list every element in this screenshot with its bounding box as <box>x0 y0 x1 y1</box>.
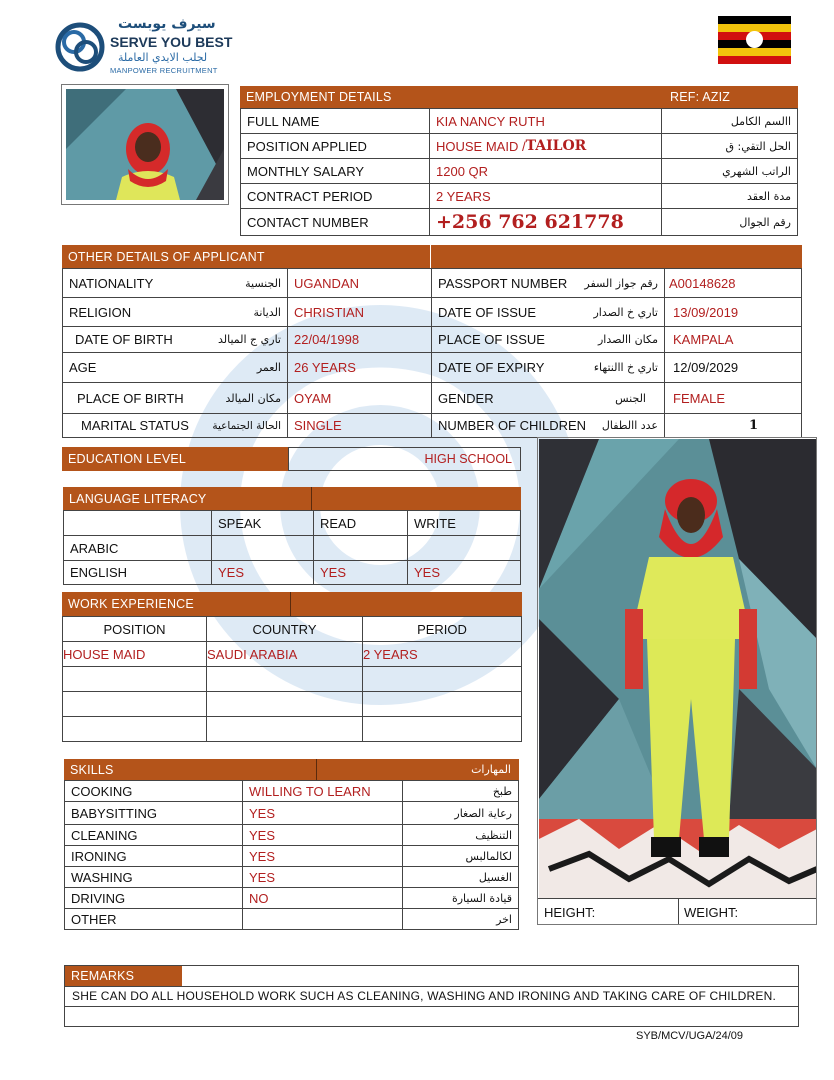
skill-other-arabic: اخر <box>402 908 519 930</box>
age-label <box>62 352 288 383</box>
nationality-label-text: NATIONALITY <box>69 275 154 291</box>
work-header-country: COUNTRY <box>206 616 363 642</box>
skill-cooking-label: COOKING <box>64 780 243 802</box>
number-of-children-label-text: NUMBER OF CHILDREN <box>438 418 587 433</box>
work-row-2-period <box>362 666 522 692</box>
date-of-issue-label <box>431 297 665 327</box>
skill-washing-value: YES <box>242 866 403 888</box>
date-of-birth-label-text: DATE OF BIRTH <box>75 332 173 347</box>
language-header-read: READ <box>313 510 408 536</box>
position-applied-main: HOUSE MAID / <box>436 138 526 154</box>
skill-babysitting-value: YES <box>242 801 403 825</box>
skill-cooking-arabic: طبخ <box>402 780 519 802</box>
date-of-issue-label-text: DATE OF ISSUE <box>438 304 536 320</box>
language-arabic-speak <box>211 535 314 561</box>
work-row-1-period: 2 YEARS <box>362 641 522 667</box>
place-of-birth-label-arabic: مكان الميالد <box>225 391 281 405</box>
work-row-3-period <box>362 691 522 717</box>
height-field: HEIGHT: <box>538 898 679 925</box>
date-of-issue-label-arabic: تاري خ الصدار <box>593 305 658 319</box>
position-applied-extra: TAILOR <box>525 138 587 154</box>
gender-value: FEMALE <box>664 382 802 414</box>
skill-cooking-value: WILLING TO LEARN <box>242 780 403 802</box>
date-of-issue-value: 13/09/2019 <box>664 297 802 327</box>
work-row-3-position <box>62 691 207 717</box>
skills-header <box>64 759 519 780</box>
skill-driving-value: NO <box>242 887 403 909</box>
language-arabic-write <box>407 535 521 561</box>
skill-cleaning-label: CLEANING <box>64 824 243 846</box>
full-name-arabic: االسم الكامل <box>661 108 798 134</box>
uganda-flag-icon <box>718 16 791 64</box>
skill-washing-arabic: الغسيل <box>402 866 519 888</box>
company-logo <box>54 18 234 80</box>
language-header-speak: SPEAK <box>211 510 314 536</box>
religion-label-text: RELIGION <box>69 304 132 320</box>
contact-number-value: +256 762 621778 <box>429 208 662 236</box>
contract-period-label: CONTRACT PERIOD <box>240 183 430 209</box>
date-of-birth-label-arabic: تاري ج الميالد <box>218 333 281 346</box>
marital-status-label-text: MARITAL STATUS <box>81 418 189 433</box>
monthly-salary-arabic: الراتب الشهري <box>661 158 798 184</box>
number-of-children-value: 1 <box>664 413 802 438</box>
skills-title: SKILLS <box>70 762 114 777</box>
age-label-text: AGE <box>69 360 97 375</box>
language-header-write: WRITE <box>407 510 521 536</box>
date-of-expiry-label <box>431 352 665 383</box>
applicant-details-table <box>62 268 802 438</box>
education-level-value: HIGH SCHOOL <box>288 447 521 471</box>
remarks-text: SHE CAN DO ALL HOUSEHOLD WORK SUCH AS CLEANING, WASHING AND IRONING AND TAKING CARE OF CHILDREN. <box>72 989 776 1003</box>
language-english-speak: YES <box>211 560 314 585</box>
ref-label: REF: AZIZ <box>670 90 731 104</box>
employment-details-table <box>240 108 798 236</box>
work-row-4-period <box>362 716 522 742</box>
position-applied-value <box>429 133 662 159</box>
place-of-issue-label <box>431 326 665 353</box>
contact-number-arabic: رقم الجوال <box>661 208 798 236</box>
language-english-write: YES <box>407 560 521 585</box>
date-of-birth-label <box>62 326 288 353</box>
employment-details-header <box>240 86 798 108</box>
brand-arabic-sub: لجلب الايدي العاملة <box>118 51 208 64</box>
applicant-photo-small <box>61 84 229 205</box>
place-of-birth-label-text: PLACE OF BIRTH <box>77 390 184 406</box>
work-header-position: POSITION <box>62 616 207 642</box>
skill-driving-label: DRIVING <box>64 887 243 909</box>
contract-period-arabic: مدة العقد <box>661 183 798 209</box>
skill-cleaning-arabic: التنظيف <box>402 824 519 846</box>
monthly-salary-label: MONTHLY SALARY <box>240 158 430 184</box>
skill-babysitting-arabic: رعاية الصغار <box>402 801 519 825</box>
employment-details-title: EMPLOYMENT DETAILS <box>246 90 392 104</box>
gender-label-arabic: الجنس <box>615 391 646 405</box>
religion-value: CHRISTIAN <box>287 297 432 327</box>
marital-status-label-arabic: الحالة الجتماعية <box>212 419 281 432</box>
work-row-1-country: SAUDI ARABIA <box>206 641 363 667</box>
date-of-birth-value: 22/04/1998 <box>287 326 432 353</box>
logo-emblem-icon <box>54 18 106 76</box>
skills-table <box>64 780 519 930</box>
language-literacy-title: LANGUAGE LITERACY <box>69 491 207 506</box>
language-header-blank <box>63 510 212 536</box>
skill-washing-label: WASHING <box>64 866 243 888</box>
place-of-birth-label <box>62 382 288 414</box>
date-of-expiry-label-arabic: تاري خ االنتهاء <box>593 361 658 374</box>
passport-number-label-text: PASSPORT NUMBER <box>438 275 568 291</box>
work-row-4-position <box>62 716 207 742</box>
work-experience-header <box>62 592 522 616</box>
place-of-issue-value: KAMPALA <box>664 326 802 353</box>
place-of-birth-value: OYAM <box>287 382 432 414</box>
skills-title-arabic: المهارات <box>471 763 511 776</box>
weight-field: WEIGHT: <box>678 898 817 925</box>
contact-number-label: CONTACT NUMBER <box>240 208 430 236</box>
marital-status-label <box>62 413 288 438</box>
work-row-2-position <box>62 666 207 692</box>
applicant-photo-full <box>537 437 817 925</box>
language-literacy-header <box>63 487 521 510</box>
contract-period-value: 2 YEARS <box>429 183 662 209</box>
skill-cleaning-value: YES <box>242 824 403 846</box>
brand-tagline: MANPOWER RECRUITMENT <box>110 66 218 75</box>
skill-ironing-label: IRONING <box>64 845 243 867</box>
marital-status-value: SINGLE <box>287 413 432 438</box>
age-value: 26 YEARS <box>287 352 432 383</box>
work-row-4-country <box>206 716 363 742</box>
applicant-details-header <box>62 245 802 268</box>
language-english-label: ENGLISH <box>63 560 212 585</box>
number-of-children-label <box>431 413 665 438</box>
passport-number-value: A00148628 <box>664 268 802 298</box>
work-header-period: PERIOD <box>362 616 522 642</box>
date-of-expiry-value: 12/09/2029 <box>664 352 802 383</box>
document-code: SYB/MCV/UGA/24/09 <box>636 1030 743 1042</box>
work-experience-title: WORK EXPERIENCE <box>68 597 194 611</box>
nationality-value: UGANDAN <box>287 268 432 298</box>
monthly-salary-value: 1200 QR <box>429 158 662 184</box>
full-name-value: KIA NANCY RUTH <box>429 108 662 134</box>
brand-arabic: سيرف يوبست <box>118 16 216 32</box>
language-arabic-label: ARABIC <box>63 535 212 561</box>
position-applied-label: POSITION APPLIED <box>240 133 430 159</box>
place-of-issue-label-text: PLACE OF ISSUE <box>438 332 545 347</box>
nationality-label-arabic: الجنسية <box>245 276 281 290</box>
education-level-header: EDUCATION LEVEL <box>62 447 289 471</box>
position-applied-arabic: الحل التقي: ق <box>661 133 798 159</box>
remarks-section <box>64 965 799 1027</box>
skill-ironing-arabic: لكالمالبس <box>402 845 519 867</box>
full-name-label: FULL NAME <box>240 108 430 134</box>
religion-label <box>62 297 288 327</box>
skill-ironing-value: YES <box>242 845 403 867</box>
gender-label <box>431 382 665 414</box>
brand-name: SERVE YOU BEST <box>110 34 233 50</box>
passport-number-label <box>431 268 665 298</box>
work-row-1-position: HOUSE MAID <box>62 641 207 667</box>
language-literacy-table <box>63 510 521 585</box>
work-row-2-country <box>206 666 363 692</box>
skill-other-value <box>242 908 403 930</box>
applicant-details-title: OTHER DETAILS OF APPLICANT <box>68 249 265 264</box>
skill-driving-arabic: قيادة السيارة <box>402 887 519 909</box>
passport-number-label-arabic: رقم جواز السفر <box>584 276 658 290</box>
language-arabic-read <box>313 535 408 561</box>
skill-other-label: OTHER <box>64 908 243 930</box>
gender-label-text: GENDER <box>438 390 494 406</box>
work-experience-table <box>62 616 522 742</box>
religion-label-arabic: الديانة <box>253 305 281 319</box>
skill-babysitting-label: BABYSITTING <box>64 801 243 825</box>
number-of-children-label-arabic: عدد االطفال <box>601 419 658 432</box>
place-of-issue-label-arabic: مكان االصدار <box>597 333 658 346</box>
age-label-arabic: العمر <box>256 361 281 374</box>
language-english-read: YES <box>313 560 408 585</box>
remarks-header: REMARKS <box>65 966 182 986</box>
date-of-expiry-label-text: DATE OF EXPIRY <box>438 360 545 375</box>
nationality-label <box>62 268 288 298</box>
work-row-3-country <box>206 691 363 717</box>
